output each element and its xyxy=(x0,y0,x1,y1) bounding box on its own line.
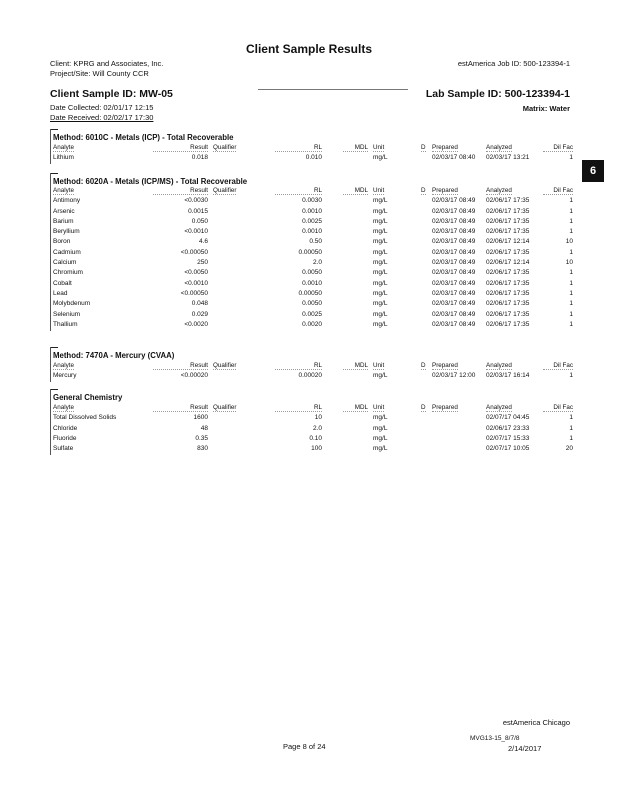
results-table xyxy=(53,144,573,165)
table-row xyxy=(53,238,573,248)
table-header-row xyxy=(53,404,573,414)
column-header-result: Result xyxy=(153,187,208,195)
cell-rl: 0.0010 xyxy=(302,207,322,215)
column-header-mdl: MDL xyxy=(343,144,368,152)
cell-prepared: 02/03/17 08:49 xyxy=(432,269,476,277)
column-header-prepared: Prepared xyxy=(432,362,458,369)
table-row xyxy=(53,154,573,164)
cell-analyzed: 02/03/17 16:14 xyxy=(486,372,530,380)
cell-unit: mg/L xyxy=(373,414,388,422)
section-tab: 6 xyxy=(582,160,604,182)
table-row xyxy=(53,280,573,290)
cell-unit: mg/L xyxy=(373,289,388,297)
table-row xyxy=(53,414,573,424)
cell-analyte: Calcium xyxy=(53,259,77,267)
cell-dil: 10 xyxy=(565,259,573,267)
cell-result: <0.00020 xyxy=(180,372,208,380)
table-row xyxy=(53,445,573,455)
cell-unit: mg/L xyxy=(373,269,388,277)
cell-prepared: 02/03/17 08:49 xyxy=(432,207,476,215)
column-header-rl: RL xyxy=(275,144,322,152)
cell-result: <0.0010 xyxy=(184,228,208,236)
cell-rl: 0.00020 xyxy=(298,372,322,380)
cell-dil: 1 xyxy=(569,424,573,432)
table-row xyxy=(53,290,573,300)
column-header-dil-fac: Dil Fac xyxy=(543,404,573,412)
cell-unit: mg/L xyxy=(373,434,388,442)
cell-result: 1600 xyxy=(193,414,208,422)
cell-unit: mg/L xyxy=(373,279,388,287)
cell-analyzed: 02/06/17 12:14 xyxy=(486,238,530,246)
section-margin-line xyxy=(50,347,51,382)
cell-analyzed: 02/06/17 12:14 xyxy=(486,259,530,267)
column-header-analyte: Analyte xyxy=(53,187,75,194)
column-header-mdl: MDL xyxy=(343,362,368,370)
cell-dil: 1 xyxy=(569,434,573,442)
section-title: Method: 7470A - Mercury (CVAA) xyxy=(53,351,175,360)
cell-analyzed: 02/03/17 13:21 xyxy=(486,154,530,162)
date-collected: Date Collected: 02/01/17 12:15 xyxy=(50,103,154,112)
cell-analyte: Beryllium xyxy=(53,228,80,236)
cell-unit: mg/L xyxy=(373,217,388,225)
cell-unit: mg/L xyxy=(373,197,388,205)
cell-result: <0.00050 xyxy=(180,289,208,297)
report-date: 2/14/2017 xyxy=(508,744,542,753)
column-header-unit: Unit xyxy=(373,404,385,411)
cell-prepared: 02/03/17 08:49 xyxy=(432,259,476,267)
column-header-analyzed: Analyzed xyxy=(486,404,512,411)
column-header-rl: RL xyxy=(275,187,322,195)
cell-unit: mg/L xyxy=(373,207,388,215)
cell-unit: mg/L xyxy=(373,248,388,256)
cell-prepared: 02/03/17 08:49 xyxy=(432,197,476,205)
cell-prepared: 02/03/17 08:49 xyxy=(432,310,476,318)
cell-unit: mg/L xyxy=(373,259,388,267)
cell-analyzed: 02/06/17 17:35 xyxy=(486,207,530,215)
client-name: Client: KPRG and Associates, Inc. xyxy=(50,59,164,68)
cell-rl: 0.0050 xyxy=(302,300,322,308)
column-header-d: D xyxy=(421,187,426,194)
column-header-prepared: Prepared xyxy=(432,187,458,194)
cell-prepared: 02/03/17 08:49 xyxy=(432,320,476,328)
table-row xyxy=(53,208,573,218)
column-header-dil-fac: Dil Fac xyxy=(543,362,573,370)
cell-unit: mg/L xyxy=(373,424,388,432)
header-rule xyxy=(258,89,408,90)
column-header-qualifier: Qualifier xyxy=(213,144,237,151)
column-header-dil-fac: Dil Fac xyxy=(543,144,573,152)
cell-rl: 0.0030 xyxy=(302,197,322,205)
cell-analyzed: 02/06/17 23:33 xyxy=(486,424,530,432)
column-header-mdl: MDL xyxy=(343,187,368,195)
section-margin-line xyxy=(50,389,51,455)
column-header-result: Result xyxy=(153,362,208,370)
table-row xyxy=(53,259,573,269)
cell-rl: 0.10 xyxy=(309,434,322,442)
table-header-row xyxy=(53,144,573,154)
cell-dil: 1 xyxy=(569,300,573,308)
cell-result: 0.018 xyxy=(191,154,208,162)
cell-analyzed: 02/06/17 17:35 xyxy=(486,248,530,256)
table-header-row xyxy=(53,362,573,372)
cell-result: 0.048 xyxy=(191,300,208,308)
column-header-analyzed: Analyzed xyxy=(486,362,512,369)
lab-name: estAmerica Chicago xyxy=(502,718,570,727)
cell-analyte: Chloride xyxy=(53,424,78,432)
section-rule xyxy=(50,173,58,174)
cell-result: <0.0030 xyxy=(184,197,208,205)
table-header-row xyxy=(53,187,573,197)
table-row xyxy=(53,435,573,445)
cell-prepared: 02/03/17 08:49 xyxy=(432,279,476,287)
cell-analyzed: 02/07/17 04:45 xyxy=(486,414,530,422)
cell-analyte: Mercury xyxy=(53,372,77,380)
cell-dil: 10 xyxy=(565,238,573,246)
cell-prepared: 02/03/17 08:49 xyxy=(432,228,476,236)
job-id: estAmerica Job ID: 500-123394-1 xyxy=(457,59,570,68)
cell-analyzed: 02/06/17 17:35 xyxy=(486,300,530,308)
cell-unit: mg/L xyxy=(373,300,388,308)
cell-analyzed: 02/06/17 17:35 xyxy=(486,320,530,328)
table-row xyxy=(53,218,573,228)
column-header-analyzed: Analyzed xyxy=(486,187,512,194)
page-number: Page 8 of 24 xyxy=(283,742,326,751)
cell-analyzed: 02/06/17 17:35 xyxy=(486,279,530,287)
cell-unit: mg/L xyxy=(373,320,388,328)
cell-result: <0.0010 xyxy=(184,279,208,287)
column-header-result: Result xyxy=(153,404,208,412)
cell-prepared: 02/03/17 08:40 xyxy=(432,154,476,162)
table-row xyxy=(53,269,573,279)
cell-analyte: Barium xyxy=(53,217,74,225)
column-header-prepared: Prepared xyxy=(432,144,458,151)
cell-result: 0.029 xyxy=(191,310,208,318)
cell-result: <0.0050 xyxy=(184,269,208,277)
cell-analyte: Arsenic xyxy=(53,207,75,215)
cell-analyte: Lithium xyxy=(53,154,74,162)
column-header-rl: RL xyxy=(275,362,322,370)
cell-result: <0.00050 xyxy=(180,248,208,256)
table-row xyxy=(53,300,573,310)
column-header-prepared: Prepared xyxy=(432,404,458,411)
cell-dil: 1 xyxy=(569,372,573,380)
column-header-qualifier: Qualifier xyxy=(213,187,237,194)
cell-rl: 0.0025 xyxy=(302,310,322,318)
cell-rl: 0.00050 xyxy=(298,289,322,297)
cell-result: 0.35 xyxy=(195,434,208,442)
column-header-unit: Unit xyxy=(373,144,385,151)
column-header-mdl: MDL xyxy=(343,404,368,412)
column-header-result: Result xyxy=(153,144,208,152)
cell-dil: 20 xyxy=(565,445,573,453)
date-received: Date Received: 02/02/17 17:30 xyxy=(50,113,154,122)
cell-rl: 0.00050 xyxy=(298,248,322,256)
column-header-dil-fac: Dil Fac xyxy=(543,187,573,195)
cell-dil: 1 xyxy=(569,279,573,287)
cell-rl: 0.0025 xyxy=(302,217,322,225)
cell-result: 0.050 xyxy=(191,217,208,225)
document-code: MVG13-15_8/7/8 xyxy=(470,735,520,742)
table-row xyxy=(53,197,573,207)
cell-rl: 0.0020 xyxy=(302,320,322,328)
cell-prepared: 02/03/17 08:49 xyxy=(432,300,476,308)
cell-analyte: Total Dissolved Solids xyxy=(53,414,117,422)
table-row xyxy=(53,372,573,382)
cell-analyte: Selenium xyxy=(53,310,81,318)
section-title: General Chemistry xyxy=(53,393,123,402)
cell-dil: 1 xyxy=(569,414,573,422)
section-rule xyxy=(50,389,58,390)
cell-result: 4.6 xyxy=(198,238,208,246)
cell-analyzed: 02/07/17 15:33 xyxy=(486,434,530,442)
cell-dil: 1 xyxy=(569,154,573,162)
results-table xyxy=(53,187,573,331)
table-row xyxy=(53,311,573,321)
table-row xyxy=(53,425,573,435)
column-header-analyzed: Analyzed xyxy=(486,144,512,151)
cell-analyte: Antimony xyxy=(53,197,81,205)
cell-result: <0.0020 xyxy=(184,320,208,328)
column-header-analyte: Analyte xyxy=(53,404,75,411)
cell-analyte: Chromium xyxy=(53,269,83,277)
cell-analyzed: 02/06/17 17:35 xyxy=(486,217,530,225)
cell-rl: 100 xyxy=(311,445,322,453)
cell-dil: 1 xyxy=(569,197,573,205)
results-table xyxy=(53,362,573,383)
cell-result: 48 xyxy=(200,424,208,432)
cell-dil: 1 xyxy=(569,228,573,236)
cell-unit: mg/L xyxy=(373,154,388,162)
cell-rl: 10 xyxy=(314,414,322,422)
section-title: Method: 6010C - Metals (ICP) - Total Recoverable xyxy=(53,133,234,142)
cell-prepared: 02/03/17 08:49 xyxy=(432,248,476,256)
table-row xyxy=(53,228,573,238)
cell-dil: 1 xyxy=(569,248,573,256)
cell-rl: 0.50 xyxy=(309,238,322,246)
section-margin-line xyxy=(50,173,51,331)
cell-result: 0.0015 xyxy=(188,207,208,215)
cell-analyte: Lead xyxy=(53,289,68,297)
cell-result: 250 xyxy=(197,259,208,267)
report-title: Client Sample Results xyxy=(245,42,373,56)
cell-prepared: 02/03/17 08:49 xyxy=(432,217,476,225)
cell-analyte: Thallium xyxy=(53,320,78,328)
column-header-analyte: Analyte xyxy=(53,144,75,151)
column-header-unit: Unit xyxy=(373,187,385,194)
cell-prepared: 02/03/17 12:00 xyxy=(432,372,476,380)
cell-analyzed: 02/06/17 17:35 xyxy=(486,197,530,205)
cell-rl: 2.0 xyxy=(312,424,322,432)
column-header-rl: RL xyxy=(275,404,322,412)
section-rule xyxy=(50,347,58,348)
table-row xyxy=(53,249,573,259)
lab-sample-id: Lab Sample ID: 500-123394-1 xyxy=(425,88,570,100)
cell-analyzed: 02/06/17 17:35 xyxy=(486,289,530,297)
column-header-qualifier: Qualifier xyxy=(213,362,237,369)
cell-analyte: Cobalt xyxy=(53,279,72,287)
column-header-d: D xyxy=(421,144,426,151)
cell-result: 830 xyxy=(197,445,208,453)
cell-analyzed: 02/06/17 17:35 xyxy=(486,269,530,277)
cell-analyzed: 02/06/17 17:35 xyxy=(486,228,530,236)
results-table xyxy=(53,404,573,455)
cell-analyte: Sulfate xyxy=(53,445,74,453)
cell-analyzed: 02/06/17 17:35 xyxy=(486,310,530,318)
cell-unit: mg/L xyxy=(373,372,388,380)
cell-dil: 1 xyxy=(569,289,573,297)
cell-prepared: 02/03/17 08:49 xyxy=(432,238,476,246)
project-site: Project/Site: Will County CCR xyxy=(50,69,149,78)
cell-dil: 1 xyxy=(569,320,573,328)
cell-analyte: Cadmium xyxy=(53,248,81,256)
cell-unit: mg/L xyxy=(373,445,388,453)
client-sample-id: Client Sample ID: MW-05 xyxy=(50,88,173,100)
table-row xyxy=(53,321,573,331)
section-title: Method: 6020A - Metals (ICP/MS) - Total Recoverable xyxy=(53,177,248,186)
cell-rl: 2.0 xyxy=(312,259,322,267)
cell-analyzed: 02/07/17 10:05 xyxy=(486,445,530,453)
cell-analyte: Molybdenum xyxy=(53,300,91,308)
cell-unit: mg/L xyxy=(373,310,388,318)
cell-rl: 0.0010 xyxy=(302,279,322,287)
cell-dil: 1 xyxy=(569,310,573,318)
cell-dil: 1 xyxy=(569,217,573,225)
column-header-analyte: Analyte xyxy=(53,362,75,369)
section-margin-line xyxy=(50,129,51,164)
cell-analyte: Fluoride xyxy=(53,434,77,442)
column-header-unit: Unit xyxy=(373,362,385,369)
cell-prepared: 02/03/17 08:49 xyxy=(432,289,476,297)
column-header-d: D xyxy=(421,362,426,369)
section-rule xyxy=(50,129,58,130)
matrix: Matrix: Water xyxy=(522,104,570,113)
cell-rl: 0.0010 xyxy=(302,228,322,236)
cell-unit: mg/L xyxy=(373,228,388,236)
cell-rl: 0.0050 xyxy=(302,269,322,277)
cell-dil: 1 xyxy=(569,207,573,215)
cell-rl: 0.010 xyxy=(305,154,322,162)
column-header-d: D xyxy=(421,404,426,411)
cell-dil: 1 xyxy=(569,269,573,277)
cell-unit: mg/L xyxy=(373,238,388,246)
column-header-qualifier: Qualifier xyxy=(213,404,237,411)
cell-analyte: Boron xyxy=(53,238,71,246)
